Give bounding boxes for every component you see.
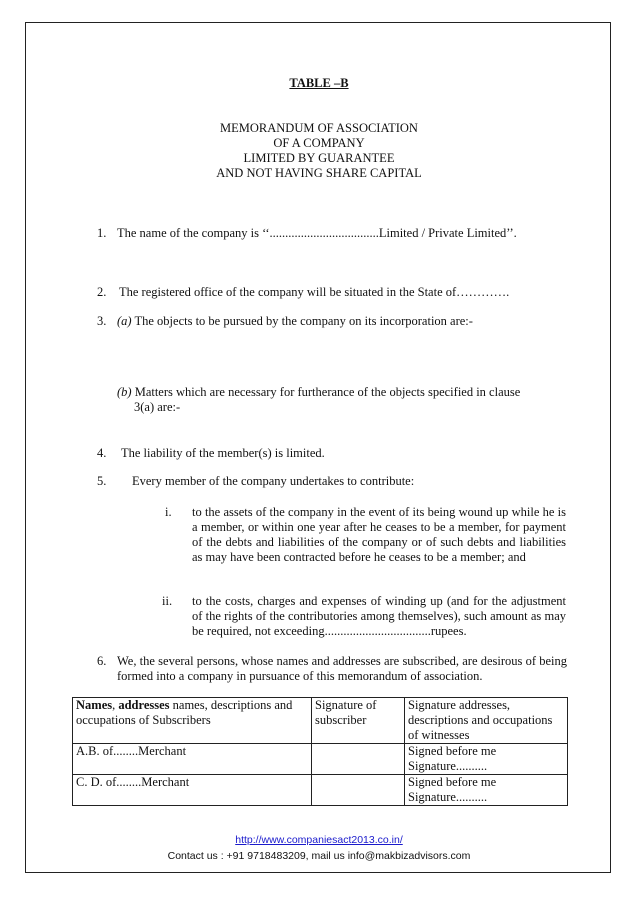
clause-5-ii-label: ii. — [162, 594, 173, 608]
header-sep: , — [112, 698, 119, 712]
clause-3a-label: (a) — [117, 314, 132, 328]
subscribers-table — [72, 697, 568, 806]
clause-3b-text: Matters which are necessary for furtherance of the objects specified in clause — [134, 385, 521, 399]
footer-url-line — [0, 833, 638, 847]
clause-4-text: The liability of the member(s) is limited. — [121, 446, 325, 460]
clause-3a — [117, 314, 567, 329]
header-addresses-bold: addresses — [118, 698, 170, 712]
clause-3a-text: The objects to be pursued by the company on its incorporation are:- — [134, 314, 473, 328]
table-header-row — [73, 698, 568, 744]
memorandum-line-2: OF A COMPANY — [273, 136, 365, 150]
memorandum-line-1: MEMORANDUM OF ASSOCIATION — [220, 121, 418, 135]
clause-5-text: Every member of the company undertakes to contribute: — [132, 474, 415, 488]
memorandum-heading — [0, 121, 638, 181]
clause-3-number: 3. — [97, 314, 107, 328]
clause-1-number: 1. — [97, 226, 107, 240]
clause-1-text: The name of the company is ‘‘...................................Limited / Private Limited’’. — [117, 226, 517, 240]
row-2-signature — [312, 775, 405, 806]
row-2-name: C. D. of........Merchant — [73, 775, 312, 806]
clause-6-text: We, the several persons, whose names and addresses are subscribed, are desirous of being formed into a company in pursuance of this memorandum of association. — [117, 654, 567, 683]
header-names — [73, 698, 312, 744]
clause-4-number: 4. — [97, 446, 107, 460]
row-2-witness: Signed before me Signature.......... — [405, 775, 568, 806]
memorandum-line-4: AND NOT HAVING SHARE CAPITAL — [216, 166, 422, 180]
footer-contact: Contact us : +91 9718483209, mail us info@makbizadvisors.com — [167, 850, 471, 862]
header-signature: Signature of subscriber — [312, 698, 405, 744]
clause-2-number: 2. — [97, 285, 107, 299]
table-row — [73, 744, 568, 775]
clause-5-i-text: to the assets of the company in the event of its being wound up while he is a member, or within one year after he ceases to be a member, for payment of the debts and liabilities of the company or of such debts and liabilities as may have been contracted before he ceases to be a member; and — [192, 505, 566, 564]
clause-6-number: 6. — [97, 654, 107, 668]
header-witness: Signature addresses, descriptions and occupations of witnesses — [405, 698, 568, 744]
row-1-witness: Signed before me Signature.......... — [405, 744, 568, 775]
clause-2-text: The registered office of the company will be situated in the State of…………. — [119, 285, 510, 299]
row-1-name: A.B. of........Merchant — [73, 744, 312, 775]
page-title: TABLE –B — [289, 76, 349, 90]
table-row — [73, 775, 568, 806]
memorandum-line-3: LIMITED BY GUARANTEE — [243, 151, 395, 165]
clause-5-i-label: i. — [165, 505, 172, 519]
header-names-bold: Names — [76, 698, 113, 712]
clause-5-number: 5. — [97, 474, 107, 488]
clause-3b — [117, 385, 567, 400]
clause-3b-continuation: 3(a) are:- — [134, 400, 181, 414]
row-1-signature — [312, 744, 405, 775]
clause-5-ii-text: to the costs, charges and expenses of winding up (and for the adjustment of the rights of the contributories among themselves), such amount as may be required, not exceeding..................................rupees. — [192, 594, 566, 638]
header-names-rest: names, descriptions and occupations of Subscribers — [76, 698, 293, 727]
clause-3b-label: (b) — [117, 385, 132, 399]
footer-url-link[interactable]: http://www.companiesact2013.co.in/ — [235, 834, 403, 846]
